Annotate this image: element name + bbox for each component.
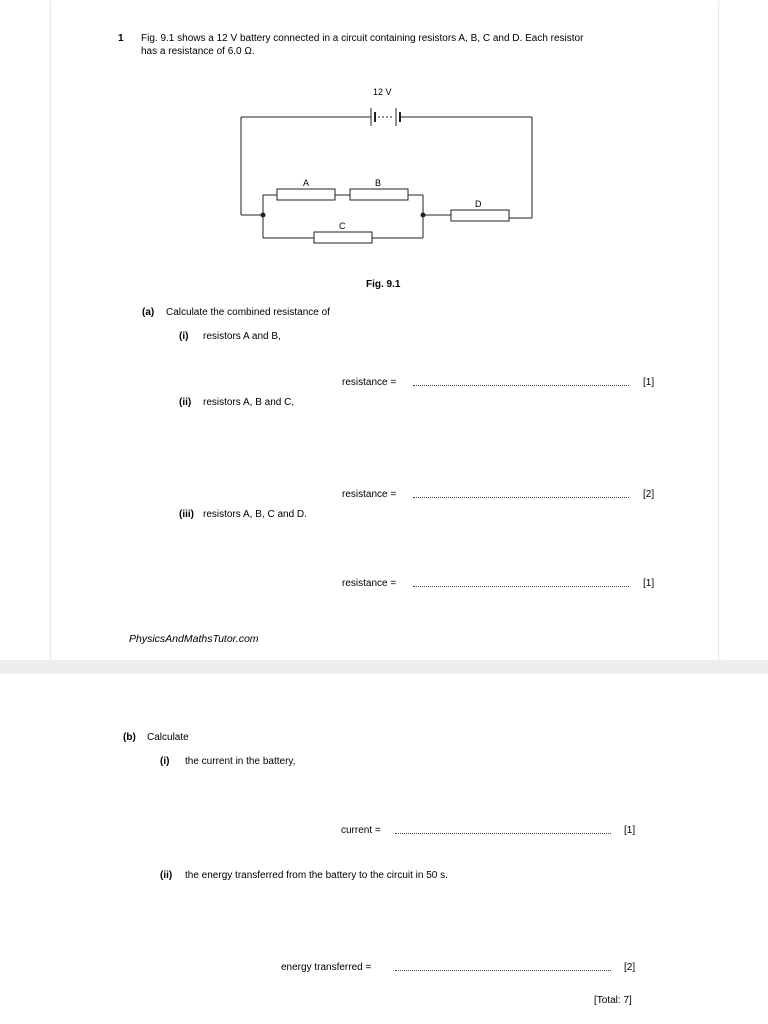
resistor-d [451, 210, 509, 221]
part-a-iii-answer-label: resistance = [342, 578, 397, 589]
figure-caption: Fig. 9.1 [366, 279, 401, 290]
part-a-ii-label: (ii) [179, 397, 192, 408]
part-a-label: (a) [142, 307, 155, 318]
part-a-iii-marks: [1] [643, 578, 655, 589]
part-b-ii-text: the energy transferred from the battery to the circuit in 50 s. [185, 870, 448, 881]
resistor-b [350, 189, 408, 200]
part-a-i-answer-label: resistance = [342, 377, 397, 388]
part-b-i-text: the current in the battery, [185, 756, 296, 767]
resistor-a-label: A [303, 178, 310, 188]
junction-left [261, 213, 266, 218]
question-intro-line1: Fig. 9.1 shows a 12 V battery connected in a circuit containing resistors A, B, C and D. Each resistor [141, 33, 584, 44]
junction-right [421, 213, 426, 218]
part-b-i-label: (i) [160, 756, 170, 767]
part-b-ii-label: (ii) [160, 870, 173, 881]
resistor-c-label: C [339, 221, 346, 231]
page-separator [0, 660, 768, 674]
part-a-ii-answer-label: resistance = [342, 489, 397, 500]
resistor-b-label: B [375, 178, 382, 188]
resistor-a [277, 189, 335, 200]
part-a-iii-label: (iii) [179, 509, 194, 520]
part-b-i-marks: [1] [624, 825, 636, 836]
part-a-i-text: resistors A and B, [203, 331, 281, 342]
resistor-c [314, 232, 372, 243]
resistor-d-label: D [475, 199, 482, 209]
question-intro-line2: has a resistance of 6.0 Ω. [141, 46, 255, 57]
part-a-iii-text: resistors A, B, C and D. [203, 509, 307, 520]
footer-watermark: PhysicsAndMathsTutor.com [129, 633, 259, 645]
part-b-ii-answer-label: energy transferred = [281, 962, 372, 973]
part-b-ii-answer-line[interactable] [395, 970, 611, 971]
part-a-prompt: Calculate the combined resistance of [166, 307, 330, 318]
battery-label: 12 V [373, 87, 392, 97]
part-b-prompt: Calculate [147, 732, 189, 743]
exam-page-1 [51, 0, 718, 660]
part-a-ii-text: resistors A, B and C, [203, 397, 295, 408]
part-b-i-answer-label: current = [341, 825, 381, 836]
part-b-label: (b) [123, 732, 136, 743]
circuit-diagram [51, 0, 718, 300]
part-a-i-label: (i) [179, 331, 189, 342]
part-a-i-marks: [1] [643, 377, 655, 388]
part-b-i-answer-line[interactable] [395, 833, 611, 834]
part-a-ii-marks: [2] [643, 489, 655, 500]
part-b-ii-marks: [2] [624, 962, 636, 973]
part-a-i-answer-line[interactable] [413, 385, 629, 386]
exam-page-2 [51, 674, 718, 1024]
total-marks: [Total: 7] [594, 995, 632, 1006]
part-a-ii-answer-line[interactable] [413, 497, 629, 498]
question-number: 1 [118, 33, 124, 44]
part-a-iii-answer-line[interactable] [413, 586, 629, 587]
